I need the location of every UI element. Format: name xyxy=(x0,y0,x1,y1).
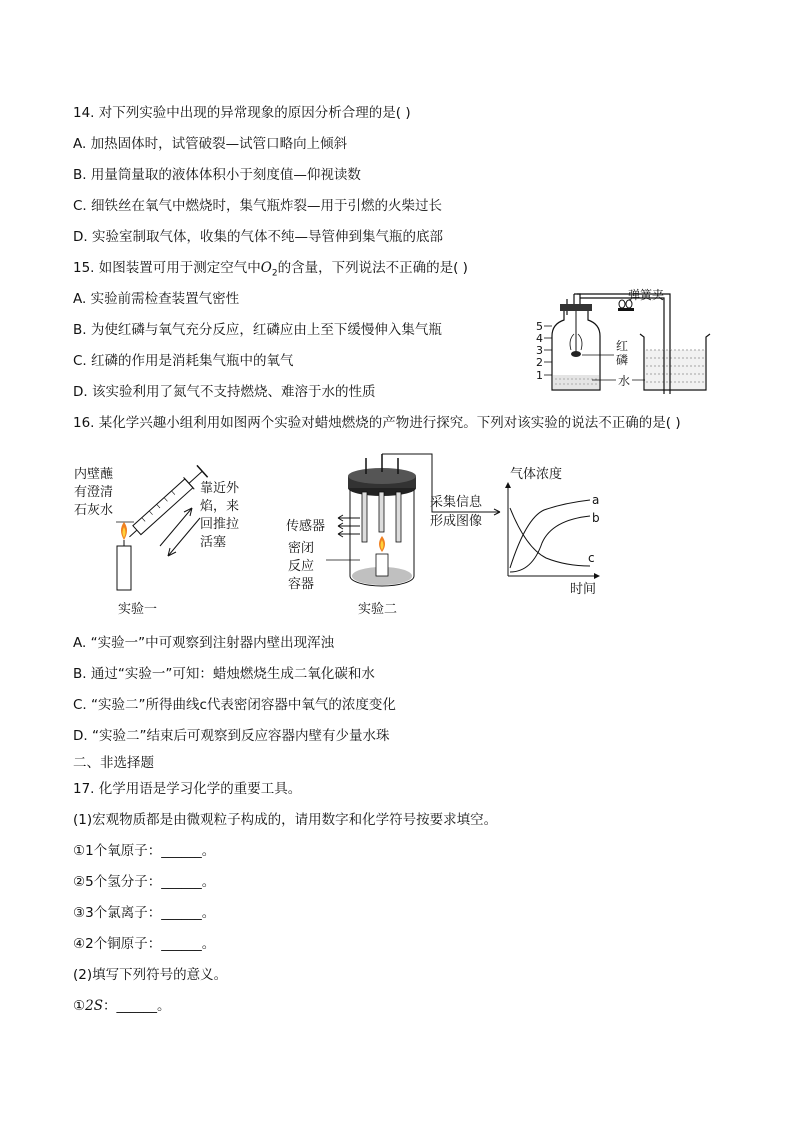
rubber-stopper xyxy=(560,304,592,311)
exp1-left-label-2: 有澄清 xyxy=(74,485,114,500)
curve-b xyxy=(510,516,590,572)
svg-text:3: 3 xyxy=(536,344,543,357)
sensor-label: 传感器 xyxy=(286,519,326,534)
bottle-scale xyxy=(536,320,552,382)
section-heading: 二、非选择题 xyxy=(73,755,154,771)
sensor-probe-icon xyxy=(362,492,367,542)
x-axis-label: 时间 xyxy=(570,582,597,597)
clamp-label: 弹簧夹 xyxy=(628,288,665,302)
curve-a xyxy=(510,500,590,568)
q16-option-b: B. 通过“实验一”可知：蜡烛燃烧生成二氧化碳和水 xyxy=(73,666,375,682)
q14-option-a: A. 加热固体时，试管破裂—试管口略向上倾斜 xyxy=(73,136,348,152)
sealed-label-3: 容器 xyxy=(288,577,315,592)
svg-text:5: 5 xyxy=(536,320,543,333)
push-pull-arrow-icon xyxy=(160,508,200,556)
q15-stem-post: 的含量，下列说法不正确的是( ) xyxy=(277,260,468,276)
q15-option-c: C. 红磷的作用是消耗集气瓶中的氧气 xyxy=(73,353,294,369)
q16-option-c: C. “实验二”所得曲线c代表密闭容器中氧气的浓度变化 xyxy=(73,697,396,713)
q16-option-a: A. “实验一”中可观察到注射器内壁出现浑浊 xyxy=(73,635,335,651)
experiment-one xyxy=(74,465,240,617)
q16-figure xyxy=(70,448,630,620)
exp1-left-label-1: 内壁蘸 xyxy=(74,467,114,482)
q15-option-d: D. 该实验利用了氮气不支持燃烧、难溶于水的性质 xyxy=(73,384,376,400)
q14-option-b: B. 用量筒量取的液体体积小于刻度值—仰视读数 xyxy=(73,167,361,183)
q17-item-2: ②5个氢分子：______。 xyxy=(73,874,216,890)
collect-label-1: 采集信息 xyxy=(430,495,483,510)
q17-part2-item-1 xyxy=(73,997,170,1015)
q17-item-4: ④2个铜原子：______。 xyxy=(73,936,216,952)
spring-clamp-icon xyxy=(618,300,634,311)
candle-icon xyxy=(117,522,131,590)
q15-option-b: B. 为使红磷与氧气充分反应，红磷应由上至下缓慢伸入集气瓶 xyxy=(73,322,442,338)
beaker-water xyxy=(645,350,705,389)
water-label: 水 xyxy=(618,374,631,388)
q17-item-3: ③3个氯离子：______。 xyxy=(73,905,216,921)
curve-c-label: c xyxy=(588,551,595,565)
sealed-label-1: 密闭 xyxy=(288,541,315,556)
q15-stem-sub: 2 xyxy=(271,268,278,279)
q15-stem-formula: O xyxy=(260,260,272,276)
q17-part2-item-symbol: 2S xyxy=(85,998,103,1014)
q15-figure xyxy=(530,282,720,394)
q17-part2-item-pre: ① xyxy=(73,998,86,1014)
q16-option-d: D. “实验二”结束后可观察到反应容器内壁有少量水珠 xyxy=(73,728,390,744)
syringe-icon xyxy=(124,465,208,542)
q14-option-d: D. 实验室制取气体，收集的气体不纯—导管伸到集气瓶的底部 xyxy=(73,229,443,245)
concentration-graph xyxy=(505,466,600,597)
q17-part2: (2)填写下列符号的意义。 xyxy=(73,967,228,983)
y-axis-label: 气体浓度 xyxy=(510,467,563,482)
exp1-right-label-3: 回推拉 xyxy=(200,517,240,532)
q16-stem: 16. 某化学兴趣小组利用如图两个实验对蜡烛燃烧的产物进行探究。下列对该实验的说法不正确的是( ) xyxy=(73,415,681,431)
exp1-right-label-2: 焰，来 xyxy=(200,499,240,514)
curve-a-label: a xyxy=(592,493,600,507)
svg-text:1: 1 xyxy=(536,369,543,382)
red-phosphorus-icon xyxy=(571,351,581,357)
bottle-water xyxy=(553,375,599,389)
q17-part2-item-post: ：______。 xyxy=(102,998,171,1014)
q17-item-1: ①1个氧原子：______。 xyxy=(73,843,216,859)
svg-text:4: 4 xyxy=(536,332,543,345)
exp2-caption: 实验二 xyxy=(358,602,398,617)
q17-part1: (1)宏观物质都是由微观粒子构成的，请用数字和化学符号按要求填空。 xyxy=(73,812,498,828)
curve-b-label: b xyxy=(592,511,600,525)
exp1-caption: 实验一 xyxy=(118,602,158,617)
q15-stem xyxy=(73,259,468,283)
q14-stem: 14. 对下列实验中出现的异常现象的原因分析合理的是( ) xyxy=(73,105,411,121)
sealed-label-2: 反应 xyxy=(288,559,315,574)
red-phosphorus-label-2: 磷 xyxy=(616,353,629,367)
q14-option-c: C. 细铁丝在氧气中燃烧时，集气瓶炸裂—用于引燃的火柴过长 xyxy=(73,198,443,214)
q15-option-a: A. 实验前需检查装置气密性 xyxy=(73,291,240,307)
q15-stem-pre: 15. 如图装置可用于测定空气中 xyxy=(73,260,261,276)
experiment-two xyxy=(286,454,500,617)
exp1-left-label-3: 石灰水 xyxy=(74,503,114,518)
exp1-right-label-1: 靠近外 xyxy=(200,481,240,496)
collect-label-2: 形成图像 xyxy=(430,514,483,529)
exp1-right-label-4: 活塞 xyxy=(200,535,227,550)
svg-text:2: 2 xyxy=(536,356,543,369)
q17-stem: 17. 化学用语是学习化学的重要工具。 xyxy=(73,781,302,797)
red-phosphorus-label-1: 红 xyxy=(616,339,629,353)
